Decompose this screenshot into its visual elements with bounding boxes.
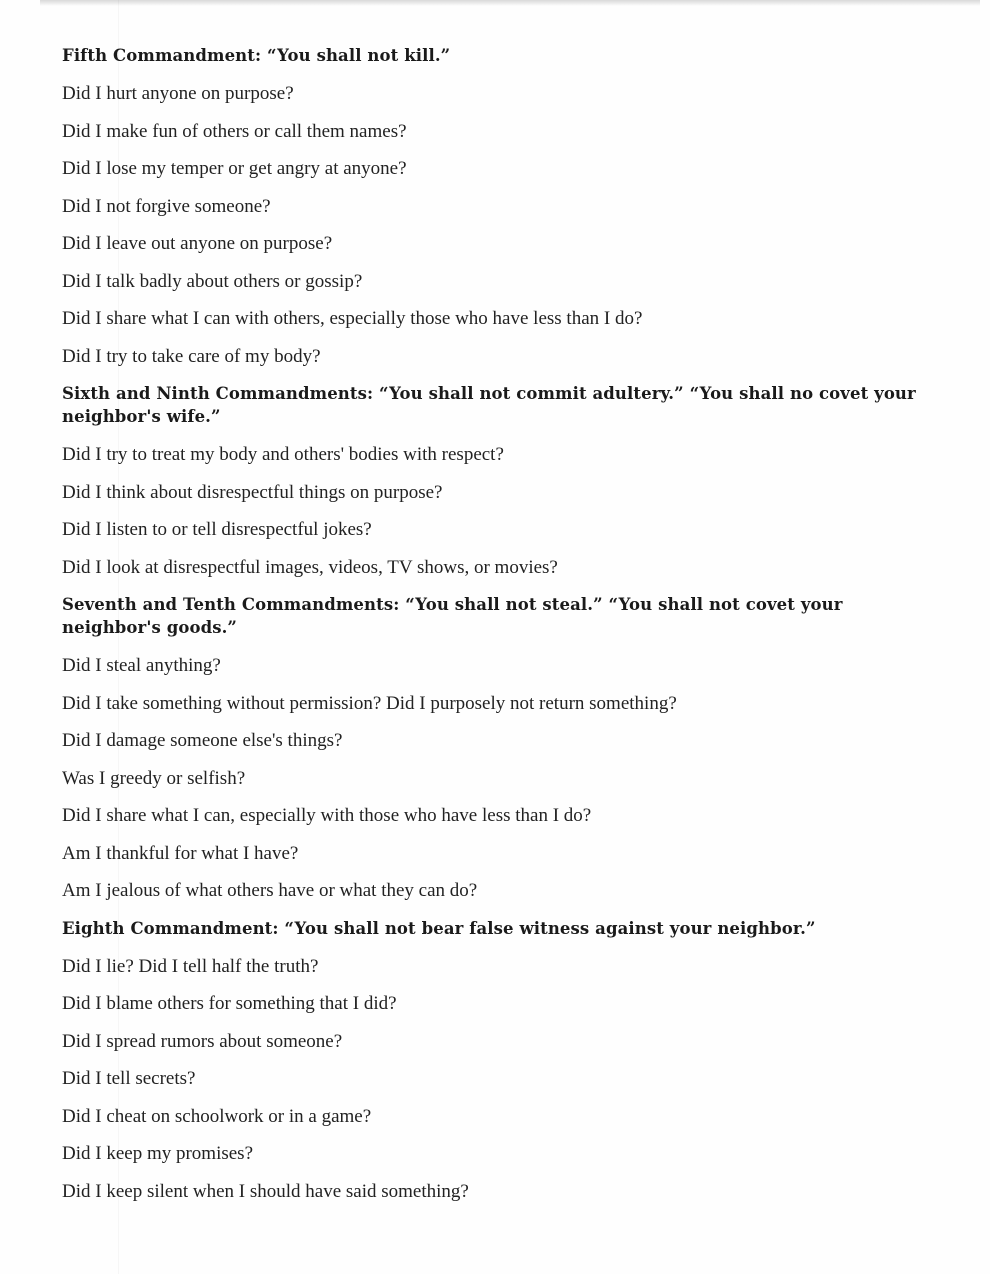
question-item: Did I hurt anyone on purpose? (62, 83, 294, 104)
question-item: Did I take something without permission? Did I purposely not return something? (62, 692, 677, 714)
section-heading: Fifth Commandment: “You shall not kill.” (62, 46, 451, 65)
question-item: Did I share what I can, especially with those who have less than I do? (62, 805, 592, 826)
question-item: Did I share what I can with others, especially those who have less than I do? (62, 308, 643, 329)
question-item: Did I look at disrespectful images, videos, TV shows, or movies? (62, 556, 558, 578)
question-item: Did I try to take care of my body? (62, 345, 321, 367)
question-item: Did I tell secrets? (62, 1068, 196, 1089)
scan-edge-shadow (40, 0, 980, 6)
question-item: Did I damage someone else's things? (62, 730, 343, 751)
question-item: Did I not forgive someone? (62, 195, 271, 217)
question-item: Did I talk badly about others or gossip? (62, 270, 363, 292)
question-item: Did I think about disrespectful things on purpose? (62, 481, 443, 503)
examination-of-conscience (62, 44, 947, 1217)
question-item: Did I lie? Did I tell half the truth? (62, 955, 319, 977)
section-sixth-ninth-commandments (62, 382, 947, 579)
question-item: Did I leave out anyone on purpose? (62, 233, 333, 254)
question-item: Did I spread rumors about someone? (62, 1030, 343, 1052)
question-item: Did I blame others for something that I did? (62, 993, 397, 1014)
section-eighth-commandment (62, 917, 947, 1203)
section-fifth-commandment (62, 44, 947, 368)
question-item: Am I thankful for what I have? (62, 842, 299, 864)
section-heading: Seventh and Tenth Commandments: “You shall not steal.” “You shall not covet your neighbor's goods.” (62, 595, 843, 637)
section-seventh-tenth-commandments (62, 593, 947, 902)
question-item: Did I cheat on schoolwork or in a game? (62, 1105, 372, 1127)
question-item: Did I make fun of others or call them names? (62, 120, 407, 142)
question-item: Did I try to treat my body and others' bodies with respect? (62, 444, 504, 465)
question-item: Did I lose my temper or get angry at anyone? (62, 158, 407, 179)
section-heading: Sixth and Ninth Commandments: “You shall not commit adultery.” “You shall no covet your neighbor's wife.” (62, 384, 916, 426)
question-item: Did I keep my promises? (62, 1143, 254, 1164)
question-item: Was I greedy or selfish? (62, 767, 246, 789)
question-item: Did I steal anything? (62, 655, 221, 676)
section-heading: Eighth Commandment: “You shall not bear false witness against your neighbor.” (62, 918, 816, 938)
question-item: Did I listen to or tell disrespectful jokes? (62, 519, 372, 540)
question-item: Did I keep silent when I should have said something? (62, 1180, 469, 1202)
question-item: Am I jealous of what others have or what they can do? (62, 880, 478, 901)
